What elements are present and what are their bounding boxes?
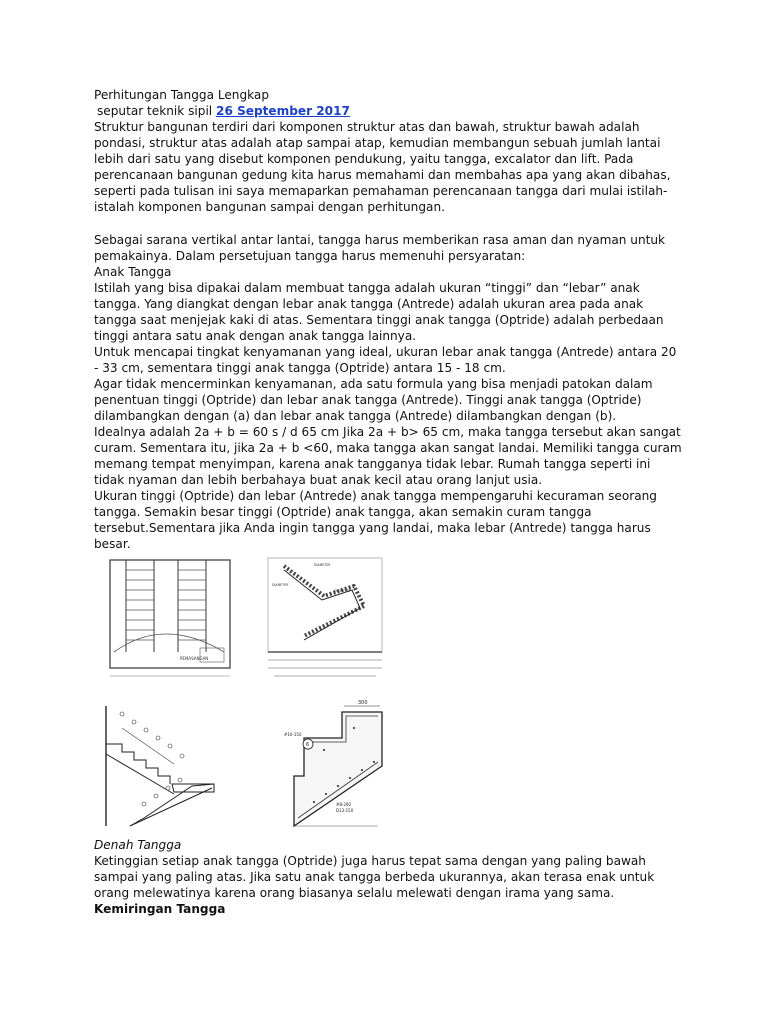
article-continued bbox=[94, 837, 684, 917]
stair-elevation-figure bbox=[104, 704, 236, 830]
paragraph-requirements: Sebagai sarana vertikal antar lantai, tangga harus memberikan rasa aman dan nyaman untuk pemakainya. Dalam persetujuan tangga harus memenuhi persyaratan: bbox=[94, 233, 666, 263]
detail-rebar-label-1: #10-150 bbox=[284, 732, 302, 737]
paragraph-steepness: Ukuran tinggi (Optride) dan lebar (Antrede) anak tangga mempengaruhi kecuraman seorang tangga. Semakin besar tinggi (Optride) anak tangga, akan semakin curam tangga tersebut.Sementara jika Anda ingin tangga yang landai, maka lebar (Antrede) tangga harus besar. bbox=[94, 489, 657, 551]
caption-denah-tangga: Denah Tangga bbox=[94, 838, 182, 852]
svg-text:DIAMETER: DIAMETER bbox=[272, 583, 289, 587]
stair-detail-figure bbox=[254, 698, 384, 830]
svg-text:DIAMETER: DIAMETER bbox=[314, 563, 331, 567]
article-meta bbox=[94, 103, 684, 119]
paragraph-definition: Istilah yang bisa dipakai dalam membuat tangga adalah ukuran “tinggi” dan “lebar” anak tangga. Yang diangkat dengan lebar anak tangga (Antrede) adalah ukuran area pada anak tangga saat menjejak kaki di atas. Sementara tinggi anak tangga (Optride) adalah perbedaan tinggi antara satu anak dengan anak tangga lainnya. bbox=[94, 281, 664, 343]
paragraph-ideal-size: Untuk mencapai tingkat kenyamanan yang ideal, ukuran lebar anak tangga (Antrede) antara 20 - 33 cm, sementara tinggi anak tangga (Optride) antara 15 - 18 cm. bbox=[94, 345, 677, 375]
paragraph-intro: Struktur bangunan terdiri dari komponen struktur atas dan bawah, struktur bawah adalah pondasi, struktur atas adalah atap sampai atap, kemudian membangun sebuah jumlah lantai lebih dari satu yang disebut komponen pendukung, yaitu tangga, excalator dan lift. Pada perencanaan bangunan gedung kita harus memahami dan membahas apa yang akan dibahas, seperti pada tulisan ini saya memaparkan pemahaman perencanaan tangga dari mulai istilah-istalah komponen bangunan sampai dengan perhitungan. bbox=[94, 120, 671, 214]
article-title: Perhitungan Tangga Lengkap bbox=[94, 88, 270, 102]
stair-section-figure bbox=[264, 556, 386, 684]
article bbox=[94, 87, 684, 552]
date-link[interactable]: 26 September 2017 bbox=[216, 104, 350, 118]
svg-text:DIAMETER: DIAMETER bbox=[334, 589, 351, 593]
heading-kemiringan-tangga: Kemiringan Tangga bbox=[94, 902, 226, 916]
detail-dim-top: 300 bbox=[358, 700, 368, 706]
stair-plan-label: PEMASANGAN bbox=[180, 656, 209, 661]
paragraph-uniform-height: Ketinggian setiap anak tangga (Optride) juga harus tepat sama dengan yang paling bawah sampai yang paling atas. Jika satu anak tangga berbeda ukurannya, akan terasa enak untuk orang melewatinya karena orang biasanya selalu melewati dengan irama yang sama. bbox=[94, 854, 655, 900]
stair-plan-figure bbox=[104, 556, 238, 684]
author-name: seputar teknik sipil bbox=[97, 104, 213, 118]
paragraph-formula: Agar tidak mencerminkan kenyamanan, ada satu formula yang bisa menjadi patokan dalam penentuan tinggi (Optride) dan lebar anak tangga (Antrede). Tinggi anak tangga (Optride) dilambangkan dengan (a) dan lebar anak tangga (Antrede) dilambangkan dengan (b). bbox=[94, 377, 653, 423]
detail-rebar-label-2: #8-200 bbox=[336, 802, 351, 807]
detail-marker-6: 6 bbox=[306, 742, 310, 748]
detail-rebar-label-3: D13-150 bbox=[336, 808, 354, 813]
stair-figures bbox=[104, 556, 384, 831]
heading-anak-tangga: Anak Tangga bbox=[94, 265, 172, 279]
paragraph-ideal-formula: Idealnya adalah 2a + b = 60 s / d 65 cm Jika 2a + b> 65 cm, maka tangga tersebut akan sangat curam. Sementara itu, jika 2a + b <60, maka tangga akan sangat landai. Memiliki tangga curam memang tempat menyimpan, karena anak tangganya tidak lebar. Rumah tangga seperti ini tidak nyaman dan lebih berbahaya buat anak kecil atau orang lanjut usia. bbox=[94, 425, 682, 487]
